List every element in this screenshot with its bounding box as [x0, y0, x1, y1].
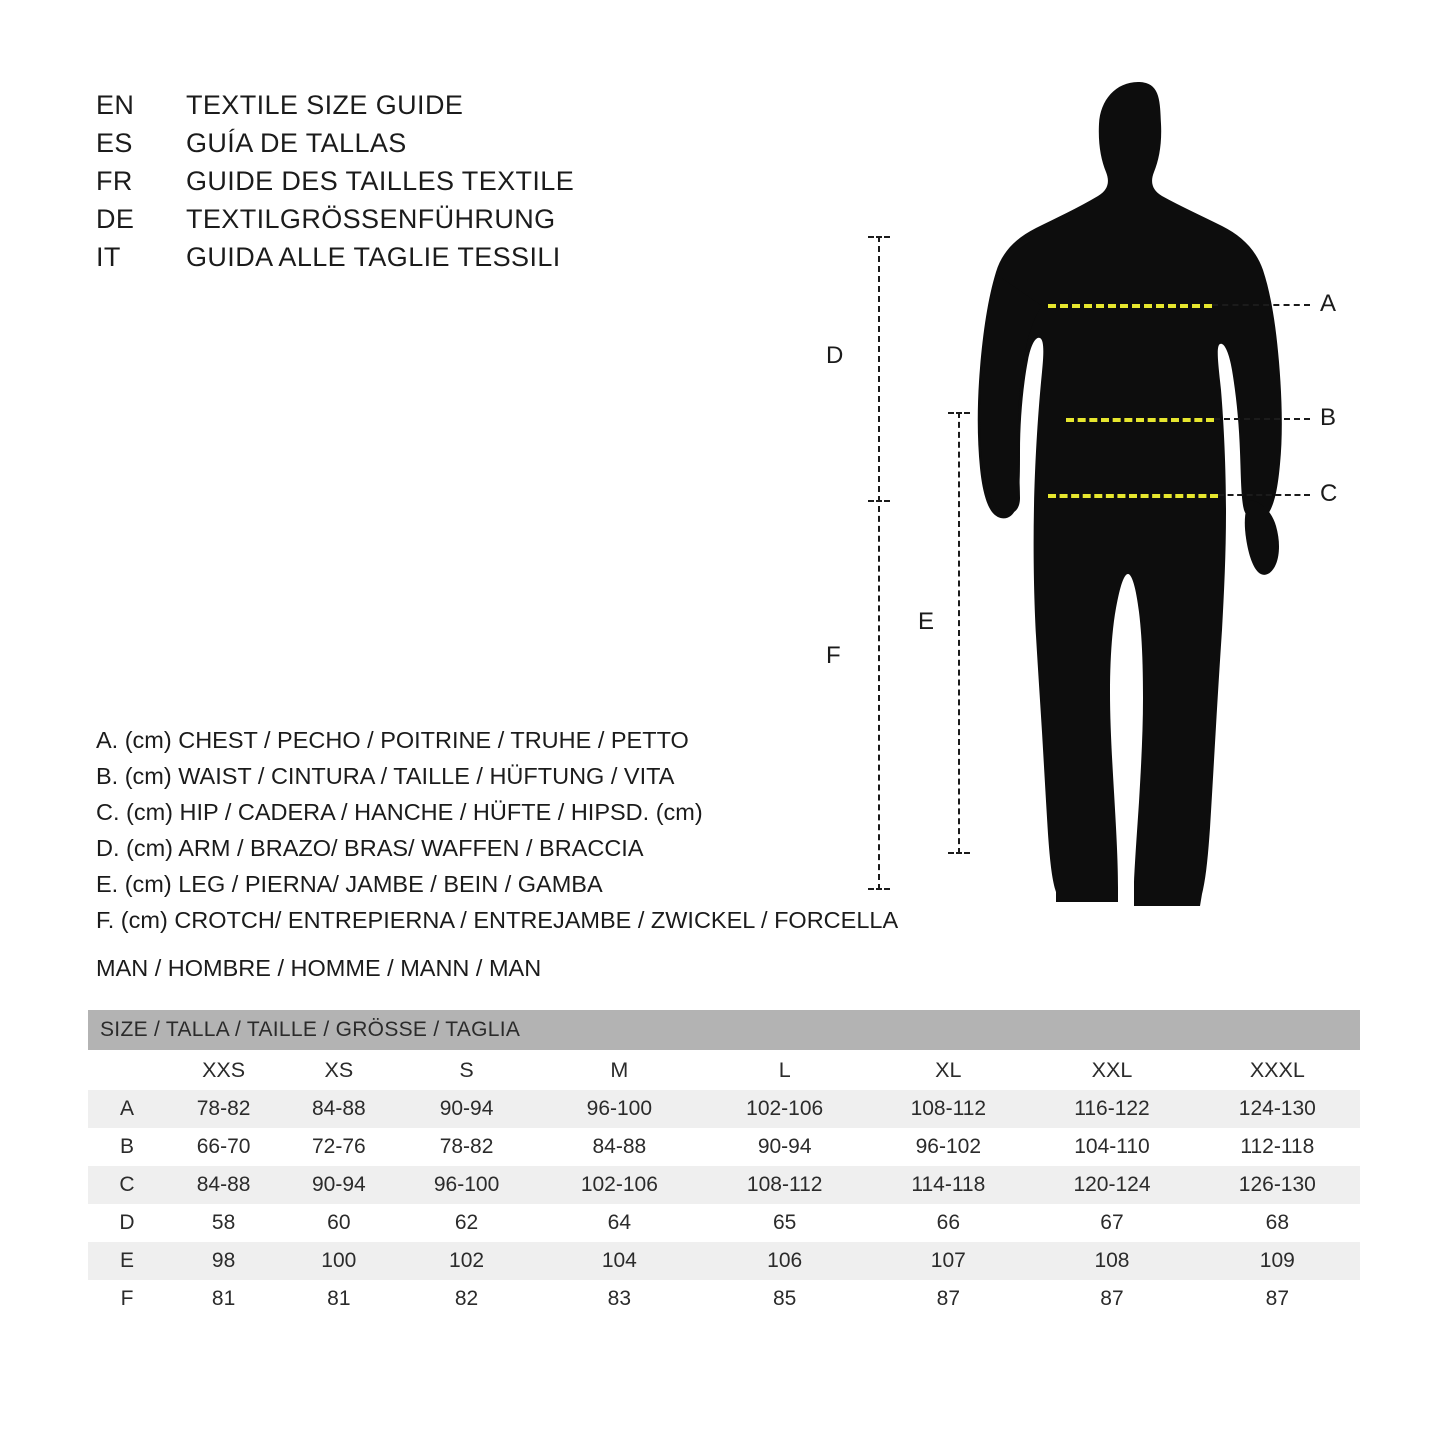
- cell-f-s: 82: [396, 1280, 536, 1318]
- waist-band: [1066, 418, 1214, 422]
- title-text-en: TEXTILE SIZE GUIDE: [186, 90, 464, 120]
- cell-c-xxs: 84-88: [166, 1166, 281, 1204]
- cell-f-xxs: 81: [166, 1280, 281, 1318]
- label-b: B: [1320, 404, 1337, 431]
- cell-d-xs: 60: [281, 1204, 396, 1242]
- table-row: [88, 1128, 1360, 1166]
- legend-item-d: D. (cm) ARM / BRAZO/ BRAS/ WAFFEN / BRACCIA: [96, 835, 644, 861]
- cell-c-xxl: 120-124: [1029, 1166, 1194, 1204]
- cell-b-xs: 72-76: [281, 1128, 396, 1166]
- header-size-xxs: XXS: [166, 1050, 281, 1090]
- cell-c-m: 102-106: [537, 1166, 702, 1204]
- cell-e-l: 106: [702, 1242, 867, 1280]
- measurement-legend: [96, 722, 899, 938]
- cell-a-xxs: 78-82: [166, 1090, 281, 1128]
- cell-e-s: 102: [396, 1242, 536, 1280]
- row-label-a: A: [88, 1090, 166, 1128]
- chest-band: [1048, 304, 1212, 308]
- title-row-en: [96, 90, 736, 128]
- title-lang-it: IT: [96, 242, 121, 272]
- table-row: [88, 1204, 1360, 1242]
- table-band-row: [88, 1010, 1360, 1050]
- cell-d-xxl: 67: [1029, 1204, 1194, 1242]
- title-lang-es: ES: [96, 128, 133, 158]
- label-a: A: [1320, 290, 1337, 317]
- cell-d-xxxl: 68: [1195, 1204, 1360, 1242]
- arm-bracket: [878, 236, 880, 502]
- table-header-row: [88, 1050, 1360, 1090]
- cell-d-m: 64: [537, 1204, 702, 1242]
- body-diagram: [820, 60, 1400, 960]
- label-d: D: [826, 342, 844, 369]
- cell-c-s: 96-100: [396, 1166, 536, 1204]
- title-text-fr: GUIDE DES TAILLES TEXTILE: [186, 166, 575, 196]
- header-size-s: S: [396, 1050, 536, 1090]
- legend-item-e: E. (cm) LEG / PIERNA/ JAMBE / BEIN / GAMBA: [96, 871, 603, 897]
- title-row-it: [96, 242, 736, 280]
- cell-a-m: 96-100: [537, 1090, 702, 1128]
- table-row: [88, 1280, 1360, 1318]
- cell-b-xxl: 104-110: [1029, 1128, 1194, 1166]
- male-silhouette-icon: [820, 60, 1400, 960]
- label-f: F: [826, 642, 841, 669]
- legend-item-b: B. (cm) WAIST / CINTURA / TAILLE / HÜFTUNG / VITA: [96, 763, 675, 789]
- row-label-e: E: [88, 1242, 166, 1280]
- cell-a-l: 102-106: [702, 1090, 867, 1128]
- cell-b-m: 84-88: [537, 1128, 702, 1166]
- table-band-label: SIZE / TALLA / TAILLE / GRÖSSE / TAGLIA: [88, 1010, 1360, 1050]
- leg-bracket-bottom: [948, 852, 970, 854]
- arm-bracket-top: [868, 236, 890, 238]
- title-lang-en: EN: [96, 90, 135, 120]
- cell-e-xxl: 108: [1029, 1242, 1194, 1280]
- header-size-l: L: [702, 1050, 867, 1090]
- cell-b-xxs: 66-70: [166, 1128, 281, 1166]
- cell-d-xxs: 58: [166, 1204, 281, 1242]
- gender-label: MAN / HOMBRE / HOMME / MANN / MAN: [96, 955, 542, 981]
- row-label-c: C: [88, 1166, 166, 1204]
- legend-item-a: A. (cm) CHEST / PECHO / POITRINE / TRUHE / PETTO: [96, 727, 689, 753]
- leg-bracket-top: [948, 412, 970, 414]
- cell-b-xl: 96-102: [867, 1128, 1029, 1166]
- cell-a-s: 90-94: [396, 1090, 536, 1128]
- title-row-de: [96, 204, 736, 242]
- chest-leader: [1212, 304, 1310, 306]
- size-table: [88, 1010, 1360, 1318]
- cell-c-xl: 114-118: [867, 1166, 1029, 1204]
- header-corner: [88, 1050, 166, 1090]
- cell-e-xxxl: 109: [1195, 1242, 1360, 1280]
- title-row-es: [96, 128, 736, 166]
- label-e: E: [918, 608, 935, 635]
- size-table-container: [88, 1010, 1360, 1318]
- title-text-it: GUIDA ALLE TAGLIE TESSILI: [186, 242, 561, 272]
- header-size-xl: XL: [867, 1050, 1029, 1090]
- crotch-bracket: [878, 496, 880, 890]
- title-row-fr: [96, 166, 736, 204]
- cell-c-xs: 90-94: [281, 1166, 396, 1204]
- cell-e-xs: 100: [281, 1242, 396, 1280]
- cell-e-xl: 107: [867, 1242, 1029, 1280]
- cell-c-l: 108-112: [702, 1166, 867, 1204]
- cell-f-m: 83: [537, 1280, 702, 1318]
- cell-f-xl: 87: [867, 1280, 1029, 1318]
- table-row: [88, 1166, 1360, 1204]
- legend-item-f: F. (cm) CROTCH/ ENTREPIERNA / ENTREJAMBE / ZWICKEL / FORCELLA: [96, 907, 899, 933]
- cell-d-xl: 66: [867, 1204, 1029, 1242]
- title-block: [96, 90, 736, 280]
- hip-band: [1048, 494, 1218, 498]
- row-label-b: B: [88, 1128, 166, 1166]
- cell-e-m: 104: [537, 1242, 702, 1280]
- cell-a-xxxl: 124-130: [1195, 1090, 1360, 1128]
- title-lang-de: DE: [96, 204, 135, 234]
- header-size-xxl: XXL: [1029, 1050, 1194, 1090]
- cell-f-xxxl: 87: [1195, 1280, 1360, 1318]
- cell-a-xs: 84-88: [281, 1090, 396, 1128]
- leg-bracket: [958, 412, 960, 854]
- crotch-bracket-bottom: [868, 888, 890, 890]
- waist-leader: [1214, 418, 1310, 420]
- cell-f-l: 85: [702, 1280, 867, 1318]
- table-row: [88, 1242, 1360, 1280]
- table-row: [88, 1090, 1360, 1128]
- header-size-xxxl: XXXL: [1195, 1050, 1360, 1090]
- hip-leader: [1218, 494, 1310, 496]
- header-size-xs: XS: [281, 1050, 396, 1090]
- cell-f-xxl: 87: [1029, 1280, 1194, 1318]
- title-text-de: TEXTILGRÖSSENFÜHRUNG: [186, 204, 556, 234]
- label-c: C: [1320, 480, 1338, 507]
- cell-c-xxxl: 126-130: [1195, 1166, 1360, 1204]
- cell-b-xxxl: 112-118: [1195, 1128, 1360, 1166]
- cell-b-s: 78-82: [396, 1128, 536, 1166]
- cell-b-l: 90-94: [702, 1128, 867, 1166]
- title-text-es: GUÍA DE TALLAS: [186, 128, 407, 158]
- cell-e-xxs: 98: [166, 1242, 281, 1280]
- row-label-d: D: [88, 1204, 166, 1242]
- cell-a-xl: 108-112: [867, 1090, 1029, 1128]
- header-size-m: M: [537, 1050, 702, 1090]
- cell-a-xxl: 116-122: [1029, 1090, 1194, 1128]
- row-label-f: F: [88, 1280, 166, 1318]
- cell-d-s: 62: [396, 1204, 536, 1242]
- cell-d-l: 65: [702, 1204, 867, 1242]
- legend-item-c: C. (cm) HIP / CADERA / HANCHE / HÜFTE / HIPSD. (cm): [96, 799, 703, 825]
- title-lang-fr: FR: [96, 166, 133, 196]
- cell-f-xs: 81: [281, 1280, 396, 1318]
